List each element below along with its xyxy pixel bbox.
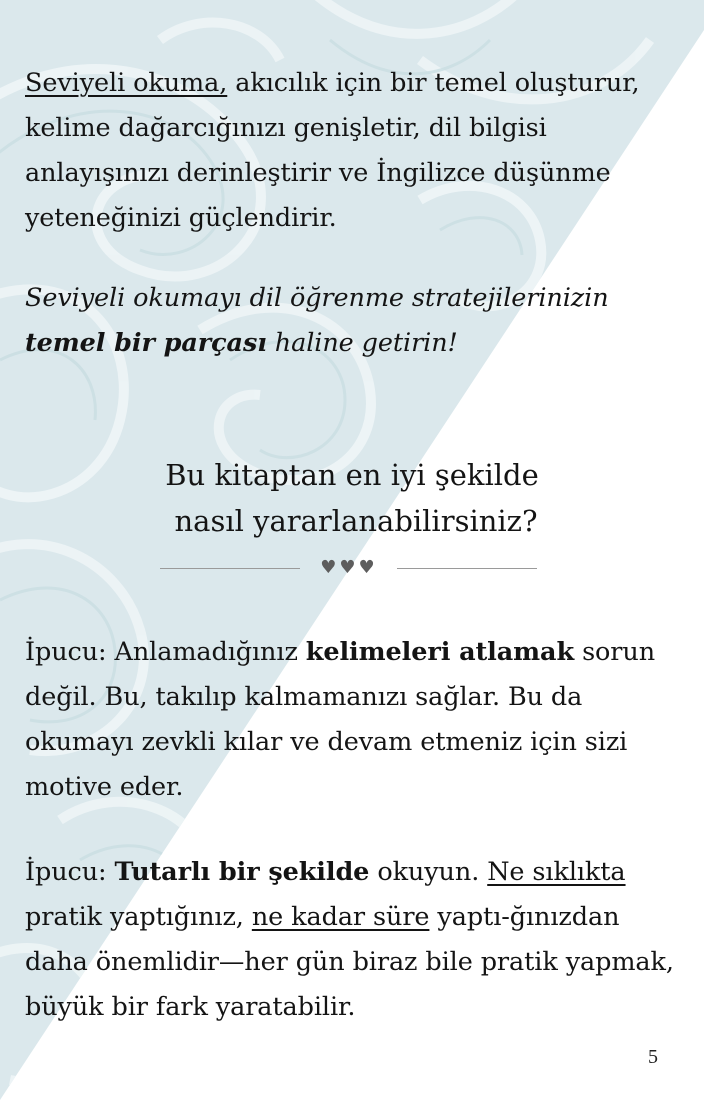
tip1-text: sorun değil. Bu, takılıp kalmamanızı sağlar. Bu da okumayı zevkli kılar ve devam etmeniz için sizi motive eder. bbox=[25, 637, 656, 802]
tip-paragraph-2 bbox=[25, 850, 690, 1030]
emphasis-paragraph bbox=[25, 276, 685, 366]
section-heading bbox=[0, 452, 704, 544]
emphasis-text-2: haline getirin! bbox=[266, 328, 458, 358]
tip1-prefix: İpucu: Anlamadığınız bbox=[25, 637, 306, 667]
emphasis-text-1: Seviyeli okumayı dil öğrenme stratejilerinizin bbox=[25, 283, 609, 313]
intro-paragraph bbox=[25, 61, 690, 241]
tip2-prefix: İpucu: bbox=[25, 857, 115, 887]
heading-line-2: nasıl yararlanabilirsiniz? bbox=[174, 504, 538, 538]
tip2-underline-frequency: Ne sıklıkta bbox=[487, 857, 626, 887]
divider-right bbox=[397, 568, 537, 569]
tip-paragraph-1 bbox=[25, 630, 690, 810]
intro-text: akıcılık için bir temel oluşturur, kelime dağarcığınızı genişletir, dil bilgisi anlayışınızı derinleştirir ve İngilizce düşünme yeteneğinizi güçlendirir. bbox=[25, 68, 640, 233]
tip2-after-bold: okuyun. bbox=[369, 857, 488, 887]
tip2-text: yaptı-ğınızdan daha önemlidir—her gün biraz bile pratik yapmak, büyük bir fark yaratabilir. bbox=[25, 902, 674, 1022]
divider-left bbox=[160, 568, 300, 569]
underlined-term: Seviyeli okuma, bbox=[25, 68, 228, 98]
tip2-middle: pratik yaptığınız, bbox=[25, 902, 252, 932]
tip1-bold: kelimeleri atlamak bbox=[305, 637, 575, 667]
tip2-bold: Tutarlı bir şekilde bbox=[114, 857, 370, 887]
tip2-underline-duration: ne kadar süre bbox=[251, 902, 430, 932]
page-number: 5 bbox=[648, 1046, 658, 1068]
emphasis-bold: temel bir parçası bbox=[25, 328, 267, 358]
heading-line-1: Bu kitaptan en iyi şekilde bbox=[165, 458, 539, 492]
heart-icon: ♥♥♥ bbox=[320, 557, 378, 578]
